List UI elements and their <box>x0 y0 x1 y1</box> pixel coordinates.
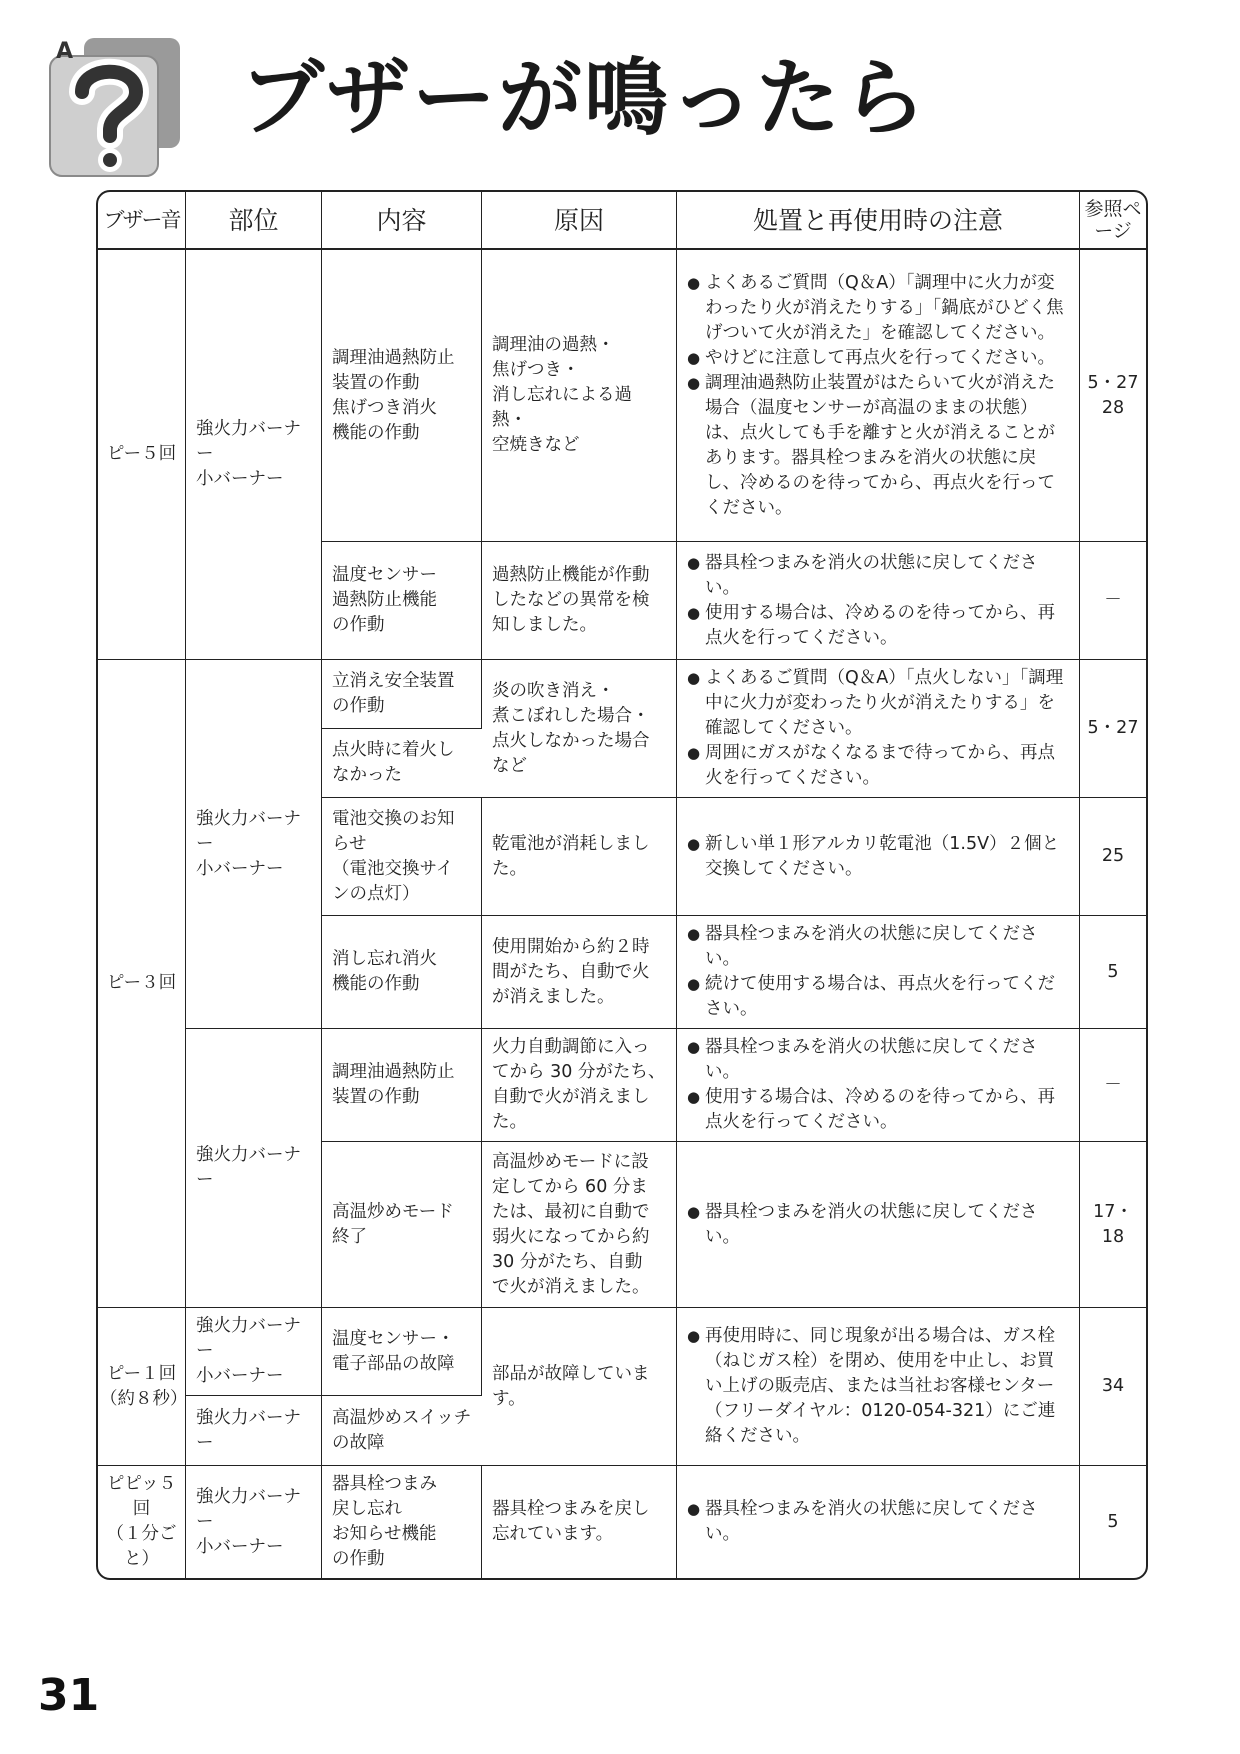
cell-line: 調理油過熱防止 <box>332 347 455 368</box>
cell-line: 34 <box>1101 1376 1125 1396</box>
cell-line: 30 分がたち、自動 <box>492 1251 643 1272</box>
action-cell <box>677 798 1080 916</box>
cell-line: （１分ごと） <box>106 1524 177 1569</box>
cell-line: ピー１回 <box>106 1363 177 1384</box>
cell-line: 間がたち、自動で火 <box>492 961 650 982</box>
cell-line: の作動 <box>332 1549 385 1569</box>
action-cell <box>677 1029 1080 1142</box>
cell-line: 乾電池が消耗しまし <box>492 833 650 854</box>
cell-line: 器具栓つまみを戻し <box>492 1499 650 1519</box>
action-note: ● 器具栓つまみを消火の状態に戻してください。 <box>687 1035 1069 1085</box>
action-note: ● よくあるご質問（Q＆A）「点火しない」「調理中に火力が変わったり火が消えたりする」を確認してください。 <box>687 666 1069 741</box>
qa-badge-letter: A <box>56 39 74 64</box>
reference-page-cell <box>1080 660 1146 798</box>
table-row <box>98 660 1146 729</box>
part-cell <box>186 250 322 660</box>
reference-page-cell <box>1080 250 1146 542</box>
action-cell <box>677 250 1080 542</box>
action-cell <box>677 1466 1080 1578</box>
cause-cell <box>482 542 677 660</box>
table-row <box>98 1308 1146 1396</box>
cell-line: 17・18 <box>1093 1201 1133 1247</box>
cell-line: た。 <box>492 858 527 879</box>
cause-cell <box>482 916 677 1029</box>
cell-line: 電子部品の故障 <box>332 1353 455 1374</box>
buzzer-table <box>96 190 1148 1580</box>
cell-line: したなどの異常を検 <box>492 590 650 610</box>
action-cell <box>677 542 1080 660</box>
action-note: ● 器具栓つまみを消火の状態に戻してください。 <box>687 1200 1069 1250</box>
col-header-ref: 参照ページ <box>1080 192 1146 250</box>
cell-line: たは、最初に自動で <box>492 1201 650 1222</box>
cell-line: 立消え安全装置 <box>332 671 455 691</box>
cell-line: 強火力バーナー <box>196 808 301 854</box>
cell-line: 機能の作動 <box>332 974 420 994</box>
page-title: ブザーが鳴ったら <box>240 48 929 147</box>
reference-page-cell <box>1080 1466 1146 1578</box>
action-note: ● 使用する場合は、冷めるのを待ってから、再点火を行ってください。 <box>687 1085 1069 1135</box>
cell-line: 高温炒めモードに設 <box>492 1151 649 1172</box>
cell-line: 装置の作動 <box>332 1087 420 1107</box>
cell-line: （電池交換サイ <box>332 858 454 879</box>
cell-line: 知しました。 <box>492 615 597 635</box>
reference-page-cell <box>1080 1029 1146 1142</box>
cell-line: の作動 <box>332 615 385 635</box>
cell-line: 強火力バーナー <box>196 1145 301 1190</box>
col-header-content: 内容 <box>322 192 482 250</box>
cell-line: 小バーナー <box>196 1366 284 1386</box>
cell-line: 高温炒めスイッチ <box>332 1407 472 1428</box>
cell-line: 小バーナー <box>196 1536 284 1557</box>
content-cell <box>322 1396 482 1466</box>
cell-line: 焦げつき・ <box>492 360 580 380</box>
cell-line: てから 30 分がたち、 <box>492 1062 666 1082</box>
cell-line: 終了 <box>332 1226 367 1247</box>
action-note: ● 使用する場合は、冷めるのを待ってから、再点火を行ってください。 <box>687 601 1069 651</box>
table-row <box>98 1466 1146 1578</box>
action-note: ● 器具栓つまみを消火の状態に戻してください。 <box>687 922 1069 972</box>
action-note: ● 器具栓つまみを消火の状態に戻してください。 <box>687 1497 1069 1547</box>
cell-line: らせ <box>332 833 367 854</box>
buzzer-sound-cell <box>98 250 186 660</box>
table-header-row <box>98 192 1146 250</box>
cell-line: 点火時に着火し <box>332 740 455 760</box>
cell-line: の作動 <box>332 696 385 716</box>
cell-line: 小バーナー <box>196 858 284 879</box>
cell-line: 焦げつき消火 <box>332 397 437 418</box>
cell-line: 機能の作動 <box>332 422 420 443</box>
cell-line: で火が消えました。 <box>492 1276 650 1297</box>
cell-line: 過熱防止機能が作動 <box>492 565 650 585</box>
cause-cell <box>482 1142 677 1308</box>
cell-line: － <box>1104 1074 1122 1095</box>
cause-cell <box>482 250 677 542</box>
cell-line: 5 <box>1107 961 1119 982</box>
part-cell <box>186 1029 322 1308</box>
cell-line: 強火力バーナー <box>196 1407 301 1453</box>
content-cell <box>322 1308 482 1396</box>
cause-cell <box>482 1466 677 1578</box>
cell-line: 煮こぼれした場合・ <box>492 705 650 726</box>
cell-line: 電池交換のお知 <box>332 808 455 829</box>
action-cell <box>677 1142 1080 1308</box>
reference-page-cell <box>1080 798 1146 916</box>
reference-page-cell <box>1080 1142 1146 1308</box>
action-cell <box>677 916 1080 1029</box>
part-cell <box>186 1308 322 1396</box>
action-note: ● 周囲にガスがなくなるまで待ってから、再点火を行ってください。 <box>687 741 1069 791</box>
action-note: ● 器具栓つまみを消火の状態に戻してください。 <box>687 551 1069 601</box>
qa-question-icon <box>44 30 184 180</box>
cell-line: た。 <box>492 1112 527 1132</box>
cell-line: 炎の吹き消え・ <box>492 680 615 701</box>
cell-line: 空焼きなど <box>492 435 580 455</box>
table-row <box>98 250 1146 542</box>
cell-line: 高温炒めモード <box>332 1201 454 1222</box>
action-note: ● 新しい単１形アルカリ乾電池（1.5V）２個と交換してください。 <box>687 832 1069 882</box>
action-note: ● 再使用時に、同じ現象が出る場合は、ガス栓（ねじガス栓）を閉め、使用を中止し、お買い上げの販売店、または当社お客様センター（フリーダイヤル：0120-054-321）にご連絡ください。 <box>687 1324 1069 1449</box>
cell-line: 消し忘れ消火 <box>332 949 437 969</box>
part-cell <box>186 660 322 1029</box>
content-cell <box>322 250 482 542</box>
cell-line: 点火しなかった場合 <box>492 730 650 751</box>
col-header-action: 処置と再使用時の注意 <box>677 192 1080 250</box>
col-header-sound: ブザー音 <box>98 192 186 250</box>
cell-line: （約８秒） <box>100 1388 188 1409</box>
cell-line: 装置の作動 <box>332 372 420 393</box>
action-note: ● 調理油過熱防止装置がはたらいて火が消えた場合（温度センサーが高温のままの状態）は、点火しても手を離すと火が消えることがあります。器具栓つまみを消火の状態に戻し、冷めるのを待ってから、再点火を行ってください。 <box>687 371 1069 521</box>
part-cell <box>186 1466 322 1578</box>
action-note: ● 続けて使用する場合は、再点火を行ってください。 <box>687 972 1069 1022</box>
cell-line: 調理油過熱防止 <box>332 1062 455 1082</box>
part-cell <box>186 1396 322 1466</box>
cell-line: ピー５回 <box>106 444 177 464</box>
cell-line: 火力自動調節に入っ <box>492 1037 650 1057</box>
cause-cell <box>482 798 677 916</box>
content-cell <box>322 660 482 729</box>
cell-line: 自動で火が消えまし <box>492 1087 650 1107</box>
cause-cell <box>482 660 677 798</box>
page-number: 31 <box>38 1670 100 1721</box>
cell-line: など <box>492 755 527 776</box>
buzzer-sound-cell <box>98 1466 186 1578</box>
cell-line: 部品が故障していま <box>492 1363 650 1384</box>
cell-line: ンの点灯） <box>332 883 420 904</box>
cause-cell <box>482 1308 677 1466</box>
cell-line: 器具栓つまみ <box>332 1474 437 1494</box>
cell-line: 定してから 60 分ま <box>492 1176 648 1197</box>
cell-line: ピピッ５回 <box>106 1474 177 1519</box>
content-cell <box>322 1029 482 1142</box>
cell-line: 25 <box>1101 846 1125 866</box>
cell-line: 調理油の過熱・ <box>492 335 615 355</box>
cell-line: 強火力バーナー <box>196 419 301 464</box>
reference-page-cell <box>1080 916 1146 1029</box>
reference-page-cell <box>1080 542 1146 660</box>
reference-page-cell <box>1080 1308 1146 1466</box>
content-cell <box>322 798 482 916</box>
cell-line: 5・27 <box>1087 372 1139 393</box>
content-cell <box>322 729 482 798</box>
content-cell <box>322 1142 482 1308</box>
content-cell <box>322 542 482 660</box>
cell-line: が消えました。 <box>492 986 615 1007</box>
content-cell <box>322 916 482 1029</box>
action-cell <box>677 660 1080 798</box>
cell-line: す。 <box>492 1388 526 1409</box>
cell-line: 5 <box>1107 1511 1119 1532</box>
action-note: ● よくあるご質問（Q＆A）「調理中に火力が変わったり火が消えたりする」「鍋底がひどく焦げついて火が消えた」を確認してください。 <box>687 271 1069 346</box>
cell-line: 過熱防止機能 <box>332 590 437 610</box>
cell-line: 使用開始から約２時 <box>492 936 650 957</box>
cell-line: 忘れています。 <box>492 1524 614 1544</box>
buzzer-sound-cell <box>98 660 186 1308</box>
cause-cell <box>482 1029 677 1142</box>
cell-line: 弱火になってから約 <box>492 1226 650 1247</box>
cell-line: 温度センサー <box>332 565 437 585</box>
cell-line: の故障 <box>332 1432 385 1453</box>
col-header-cause: 原因 <box>482 192 677 250</box>
cell-line: 消し忘れによる過熱・ <box>492 385 632 430</box>
table-row <box>98 1029 1146 1142</box>
cell-line: 小バーナー <box>196 469 284 489</box>
cell-line: なかった <box>332 765 402 785</box>
cell-line: － <box>1104 590 1122 610</box>
col-header-part: 部位 <box>186 192 322 250</box>
cell-line: お知らせ機能 <box>332 1524 437 1544</box>
content-cell <box>322 1466 482 1578</box>
cell-line: 温度センサー・ <box>332 1328 455 1349</box>
cell-line: ピー３回 <box>106 973 177 993</box>
cell-line: 強火力バーナー <box>196 1486 301 1532</box>
cell-line: 28 <box>1101 397 1125 418</box>
cell-line: 戻し忘れ <box>332 1499 402 1519</box>
action-cell <box>677 1308 1080 1466</box>
cell-line: 強火力バーナー <box>196 1316 301 1361</box>
action-note: ● やけどに注意して再点火を行ってください。 <box>687 346 1069 371</box>
buzzer-sound-cell <box>98 1308 186 1466</box>
cell-line: 5・27 <box>1087 718 1139 738</box>
